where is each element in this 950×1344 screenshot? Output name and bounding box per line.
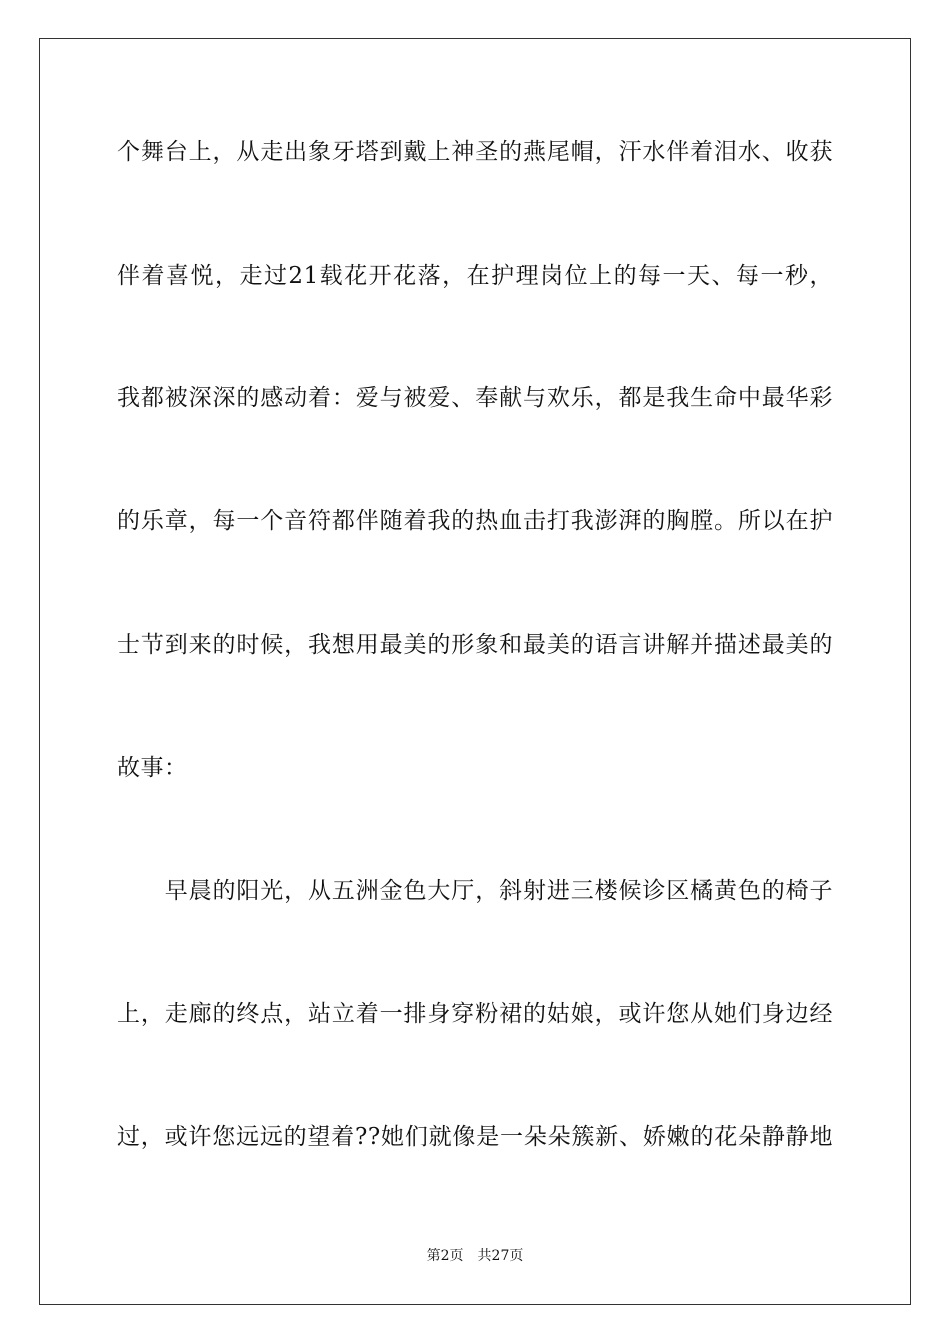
body-text-line: 个舞台上，从走出象牙塔到戴上神圣的燕尾帽，汗水伴着泪水、收获	[117, 139, 833, 165]
body-text-line: 我都被深深的感动着：爱与被爱、奉献与欢乐，都是我生命中最华彩	[117, 385, 833, 411]
body-text-line: 过，或许您远远的望着??她们就像是一朵朵簇新、娇嫩的花朵静静地	[117, 1124, 833, 1150]
body-text-line: 上，走廊的终点，站立着一排身穿粉裙的姑娘，或许您从她们身边经	[117, 1001, 833, 1027]
body-text-line: 故事：	[117, 755, 188, 781]
body-text-line: 伴着喜悦，走过21载花开花落，在护理岗位上的每一天、每一秒，	[117, 263, 833, 289]
paragraph-start-line: 早晨的阳光，从五洲金色大厅，斜射进三楼候诊区橘黄色的椅子	[117, 878, 833, 904]
body-text-line: 士节到来的时候，我想用最美的形象和最美的语言讲解并描述最美的	[117, 632, 833, 658]
page-border	[39, 38, 911, 1305]
body-text-line: 的乐章，每一个音符都伴随着我的热血击打我澎湃的胸膛。所以在护	[117, 508, 833, 534]
page-number-footer: 第2页 共27页	[426, 1248, 524, 1264]
